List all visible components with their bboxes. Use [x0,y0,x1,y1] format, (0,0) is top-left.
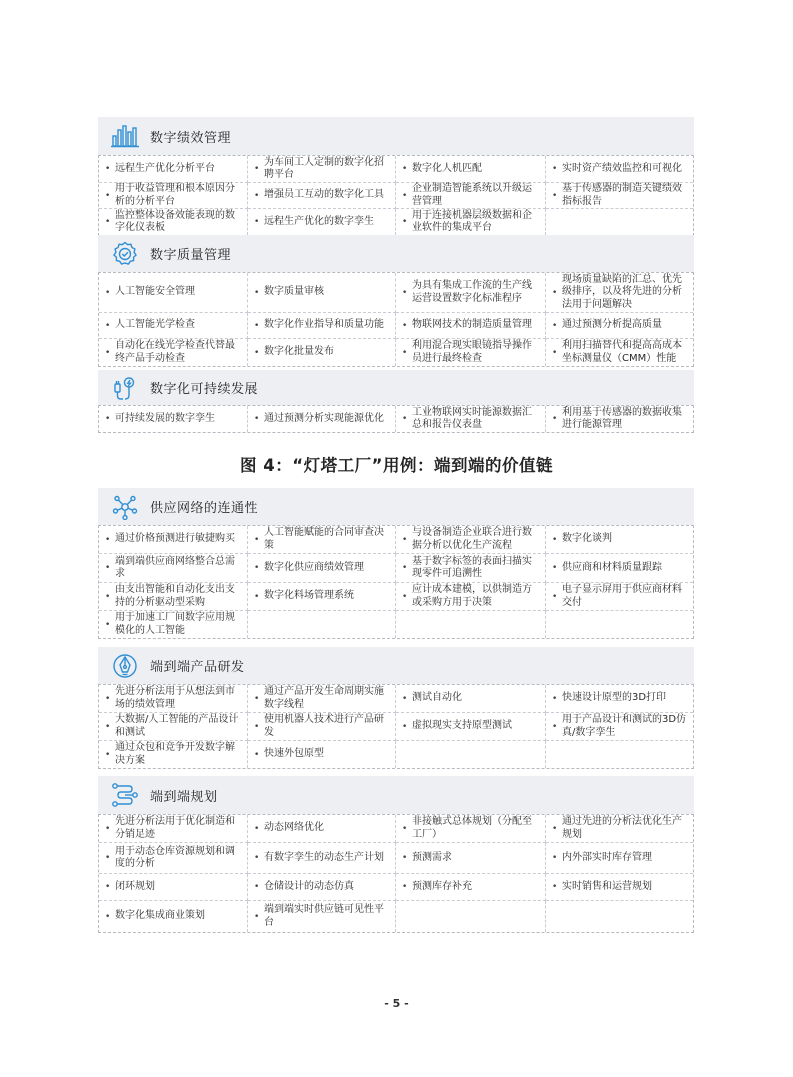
list-item: • 物联网技术的制造质量管理 [396,313,546,339]
list-item: • 通过众包和竞争开发数字解决方案 [99,741,248,768]
list-item: • 闭环规划 [99,874,248,901]
figure-title: 图 4：“灯塔工厂”用例：端到端的价值链 [240,456,553,475]
design-pen-icon [108,651,142,681]
section-title: 端到端产品研发 [150,660,245,675]
empty-cell [546,209,693,235]
list-item: • 由支出智能和自动化支出支持的分析驱动型采购 [99,583,248,611]
flow-planning-icon [108,780,142,810]
list-item: • 人工智能光学检查 [99,313,248,339]
list-item: • 端到端实时供应链可见性平台 [248,901,396,932]
list-item: • 大数据/人工智能的产品设计和测试 [99,713,248,741]
list-item: • 数字质量审核 [248,273,396,313]
section-title: 数字质量管理 [150,248,232,263]
list-item: • 为车间工人定制的数字化招聘平台 [248,156,396,183]
list-item: • 虚拟现实支持原型测试 [396,713,546,741]
section-title: 数字绩效管理 [150,130,232,146]
empty-cell [396,901,546,932]
list-item: • 内外部实时库存管理 [546,843,693,874]
list-item: • 有数字孪生的动态生产计划 [248,843,396,874]
list-item: • 数字化集成商业策划 [99,901,248,932]
empty-cell [546,611,693,638]
list-item: • 通过预测分析实现能源优化 [248,406,396,432]
list-item: • 监控整体设备效能表现的数字化仪表板 [99,209,248,235]
section-body [98,525,694,639]
list-item: • 数字化料场管理系统 [248,583,396,611]
list-item: • 快速外包原型 [248,741,396,768]
energy-plug-icon [108,373,142,403]
list-item: • 用于连接机器层级数据和企业软件的集成平台 [396,209,546,235]
network-icon [108,492,142,522]
section-body [98,405,694,433]
list-item: • 非接触式总体规划（分配至工厂） [396,815,546,843]
list-item: • 测试自动化 [396,685,546,713]
page-number: - 5 - [384,997,409,1010]
list-item: • 用于产品设计和测试的3D仿真/数字孪生 [546,713,693,741]
list-item: • 供应商和材料质量跟踪 [546,554,693,583]
list-item: • 数字化供应商绩效管理 [248,554,396,583]
list-item: • 基于传感器的制造关键绩效指标报告 [546,183,693,209]
empty-cell [546,901,693,932]
list-item: • 远程生产优化的数字孪生 [248,209,396,235]
list-item: • 用于加速工厂间数字应用规模化的人工智能 [99,611,248,638]
list-item: • 数字化人机匹配 [396,156,546,183]
section-header [98,235,694,272]
list-item: • 现场质量缺陷的汇总、优先级排序，以及将先进的分析法用于问题解决 [546,273,693,313]
list-item: • 利用混合现实眼镜指导操作员进行最终检查 [396,339,546,366]
empty-cell [396,741,546,768]
list-item: • 利用扫描替代和提高高成本坐标测量仪（CMM）性能 [546,339,693,366]
list-item: • 端到端供应商网络整合总需求 [99,554,248,583]
list-item: • 用于动态仓库资源规划和调度的分析 [99,843,248,874]
list-item: • 使用机器人技术进行产品研发 [248,713,396,741]
section-header [98,776,694,814]
empty-cell [546,741,693,768]
list-item: • 通过产品开发生命周期实施数字线程 [248,685,396,713]
list-item: • 数字化谈判 [546,526,693,554]
list-item: • 数字化批量发布 [248,339,396,366]
section-header [98,370,694,405]
section-title: 端到端规划 [150,789,218,805]
list-item: • 应计成本建模，以供制造方或采购方用于决策 [396,583,546,611]
section-body [98,814,694,933]
quality-badge-icon [108,239,142,269]
list-item: • 预测需求 [396,843,546,874]
section-body [98,155,694,236]
section-header [98,647,694,684]
list-item: • 动态网络优化 [248,815,396,843]
list-item: • 自动化在线光学检查代替最终产品手动检查 [99,339,248,366]
list-item: • 远程生产优化分析平台 [99,156,248,183]
list-item: • 仓储设计的动态仿真 [248,874,396,901]
list-item: • 利用基于传感器的数据收集进行能源管理 [546,406,693,432]
list-item: • 工业物联网实时能源数据汇总和报告仪表盘 [396,406,546,432]
list-item: • 实时销售和运营规划 [546,874,693,901]
list-item: • 用于收益管理和根本原因分析的分析平台 [99,183,248,209]
list-item: • 通过预测分析提高质量 [546,313,693,339]
list-item: • 人工智能安全管理 [99,273,248,313]
section-header [98,117,694,155]
list-item: • 企业制造智能系统以升级运营管理 [396,183,546,209]
empty-cell [248,611,396,638]
list-item: • 通过先进的分析法优化生产规划 [546,815,693,843]
list-item: • 人工智能赋能的合同审查决策 [248,526,396,554]
section-body [98,684,694,769]
list-item: • 先进分析法用于从想法到市场的绩效管理 [99,685,248,713]
list-item: • 可持续发展的数字孪生 [99,406,248,432]
list-item: • 先进分析法用于优化制造和分销足迹 [99,815,248,843]
section-header [98,488,694,525]
section-title: 供应网络的连通性 [150,501,259,516]
list-item: • 基于数字标签的表面扫描实现零件可追溯性 [396,554,546,583]
list-item: • 与设备制造企业联合进行数据分析以优化生产流程 [396,526,546,554]
empty-cell [396,611,546,638]
list-item: • 为具有集成工作流的生产线运营设置数字化标准程序 [396,273,546,313]
list-item: • 实时资产绩效监控和可视化 [546,156,693,183]
list-item: • 预测库存补充 [396,874,546,901]
list-item: • 数字化作业指导和质量功能 [248,313,396,339]
list-item: • 通过价格预测进行敏捷购买 [99,526,248,554]
list-item: • 增强员工互动的数字化工具 [248,183,396,209]
bar-chart-icon [108,121,142,151]
list-item: • 快速设计原型的3D打印 [546,685,693,713]
section-body [98,272,694,367]
section-title: 数字化可持续发展 [150,382,259,397]
list-item: • 电子显示屏用于供应商材料交付 [546,583,693,611]
